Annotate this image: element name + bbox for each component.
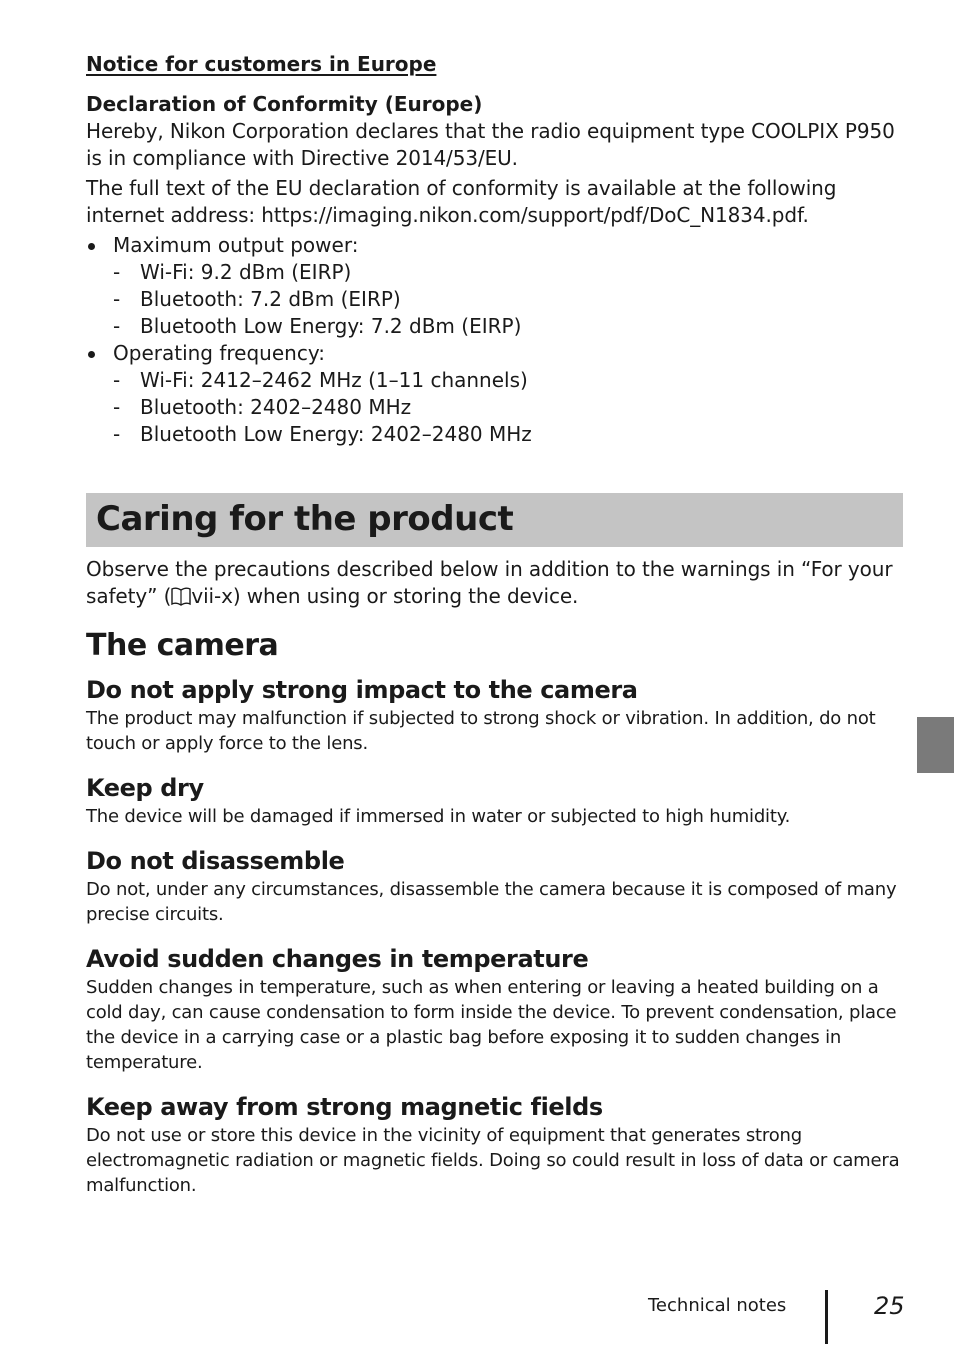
precaution-keep-dry <box>86 772 904 829</box>
notice-title: Notice for customers in Europe <box>86 52 437 76</box>
list-item <box>113 259 904 286</box>
precaution-heading: Do not apply strong impact to the camera <box>86 676 638 704</box>
bullet-operating-frequency <box>86 340 904 448</box>
intro-text-end: ) when using or storing the device. <box>232 584 579 608</box>
precaution-temperature <box>86 943 904 1075</box>
precaution-heading: Do not disassemble <box>86 847 345 875</box>
footer-chapter-label: Technical notes <box>648 1295 787 1316</box>
chapter-side-tab <box>917 717 954 773</box>
list-item-text: Wi-Fi: 9.2 dBm (EIRP) <box>140 260 352 284</box>
dash-marker: - <box>113 422 121 446</box>
list-item-text: Wi-Fi: 2412–2462 MHz (1–11 channels) <box>140 368 528 392</box>
list-item <box>113 394 904 421</box>
precaution-disassemble <box>86 845 904 927</box>
dash-marker: - <box>113 314 121 338</box>
dash-marker: - <box>113 260 121 284</box>
chapter-intro <box>86 556 904 614</box>
precaution-magnetic <box>86 1091 904 1198</box>
bullet-label: Maximum output power: <box>113 233 359 257</box>
declaration-title: Declaration of Conformity (Europe) <box>86 92 483 116</box>
intro-text-start: Observe the precautions described below in addition to the warnings in “For your safety” ( <box>86 557 893 608</box>
list-item-text: Bluetooth Low Energy: 7.2 dBm (EIRP) <box>140 314 522 338</box>
sub-list <box>113 367 904 448</box>
precaution-body: The product may malfunction if subjected to strong shock or vibration. In addition, do not touch or apply force to the lens. <box>86 708 876 754</box>
list-item-text: Bluetooth: 7.2 dBm (EIRP) <box>140 287 401 311</box>
bullet-dot-icon <box>88 243 95 250</box>
list-item-text: Bluetooth: 2402–2480 MHz <box>140 395 412 419</box>
section-title: The camera <box>86 628 279 663</box>
spec-list <box>86 232 904 448</box>
declaration-paragraph-2: The full text of the EU declaration of conformity is available at the following internet address: https://imaging.nikon.com/support/pdf/DoC_N1834.pdf. <box>86 176 837 227</box>
precaution-impact <box>86 674 904 756</box>
intro-paragraph <box>86 556 904 611</box>
dash-marker: - <box>113 287 121 311</box>
notice-block <box>86 50 904 448</box>
precaution-body: The device will be damaged if immersed in water or subjected to high humidity. <box>86 806 791 827</box>
book-reference-icon <box>171 584 191 611</box>
list-item <box>113 421 904 448</box>
chapter-title: Caring for the product <box>96 499 514 539</box>
declaration-paragraph-1: Hereby, Nikon Corporation declares that the radio equipment type COOLPIX P950 is in compliance with Directive 2014/53/EU. <box>86 119 895 170</box>
precaution-heading: Keep dry <box>86 774 204 802</box>
precaution-heading: Keep away from strong magnetic fields <box>86 1093 603 1121</box>
precaution-body: Do not use or store this device in the vicinity of equipment that generates strong electromagnetic radiation or magnetic fields. Doing so could result in loss of data or camera malfunction. <box>86 1125 900 1196</box>
bullet-label: Operating frequency: <box>113 341 325 365</box>
dash-marker: - <box>113 368 121 392</box>
bullet-dot-icon <box>88 351 95 358</box>
list-item-text: Bluetooth Low Energy: 2402–2480 MHz <box>140 422 532 446</box>
page-number: 25 <box>874 1292 905 1320</box>
list-item <box>113 367 904 394</box>
precaution-heading: Avoid sudden changes in temperature <box>86 945 589 973</box>
sub-list <box>113 259 904 340</box>
precaution-body: Sudden changes in temperature, such as when entering or leaving a heated building on a cold day, can cause condensation to form inside the device. To prevent condensation, place the device in a carrying case or a plastic bag before exposing it to sudden changes in temperature. <box>86 977 897 1073</box>
chapter-banner <box>86 493 903 547</box>
bullet-output-power <box>86 232 904 340</box>
footer-divider <box>825 1290 828 1344</box>
dash-marker: - <box>113 395 121 419</box>
list-item <box>113 313 904 340</box>
camera-section <box>86 626 904 1214</box>
list-item <box>113 286 904 313</box>
intro-page-reference[interactable]: vii-x <box>191 584 233 608</box>
precaution-body: Do not, under any circumstances, disassemble the camera because it is composed of many precise circuits. <box>86 879 897 925</box>
